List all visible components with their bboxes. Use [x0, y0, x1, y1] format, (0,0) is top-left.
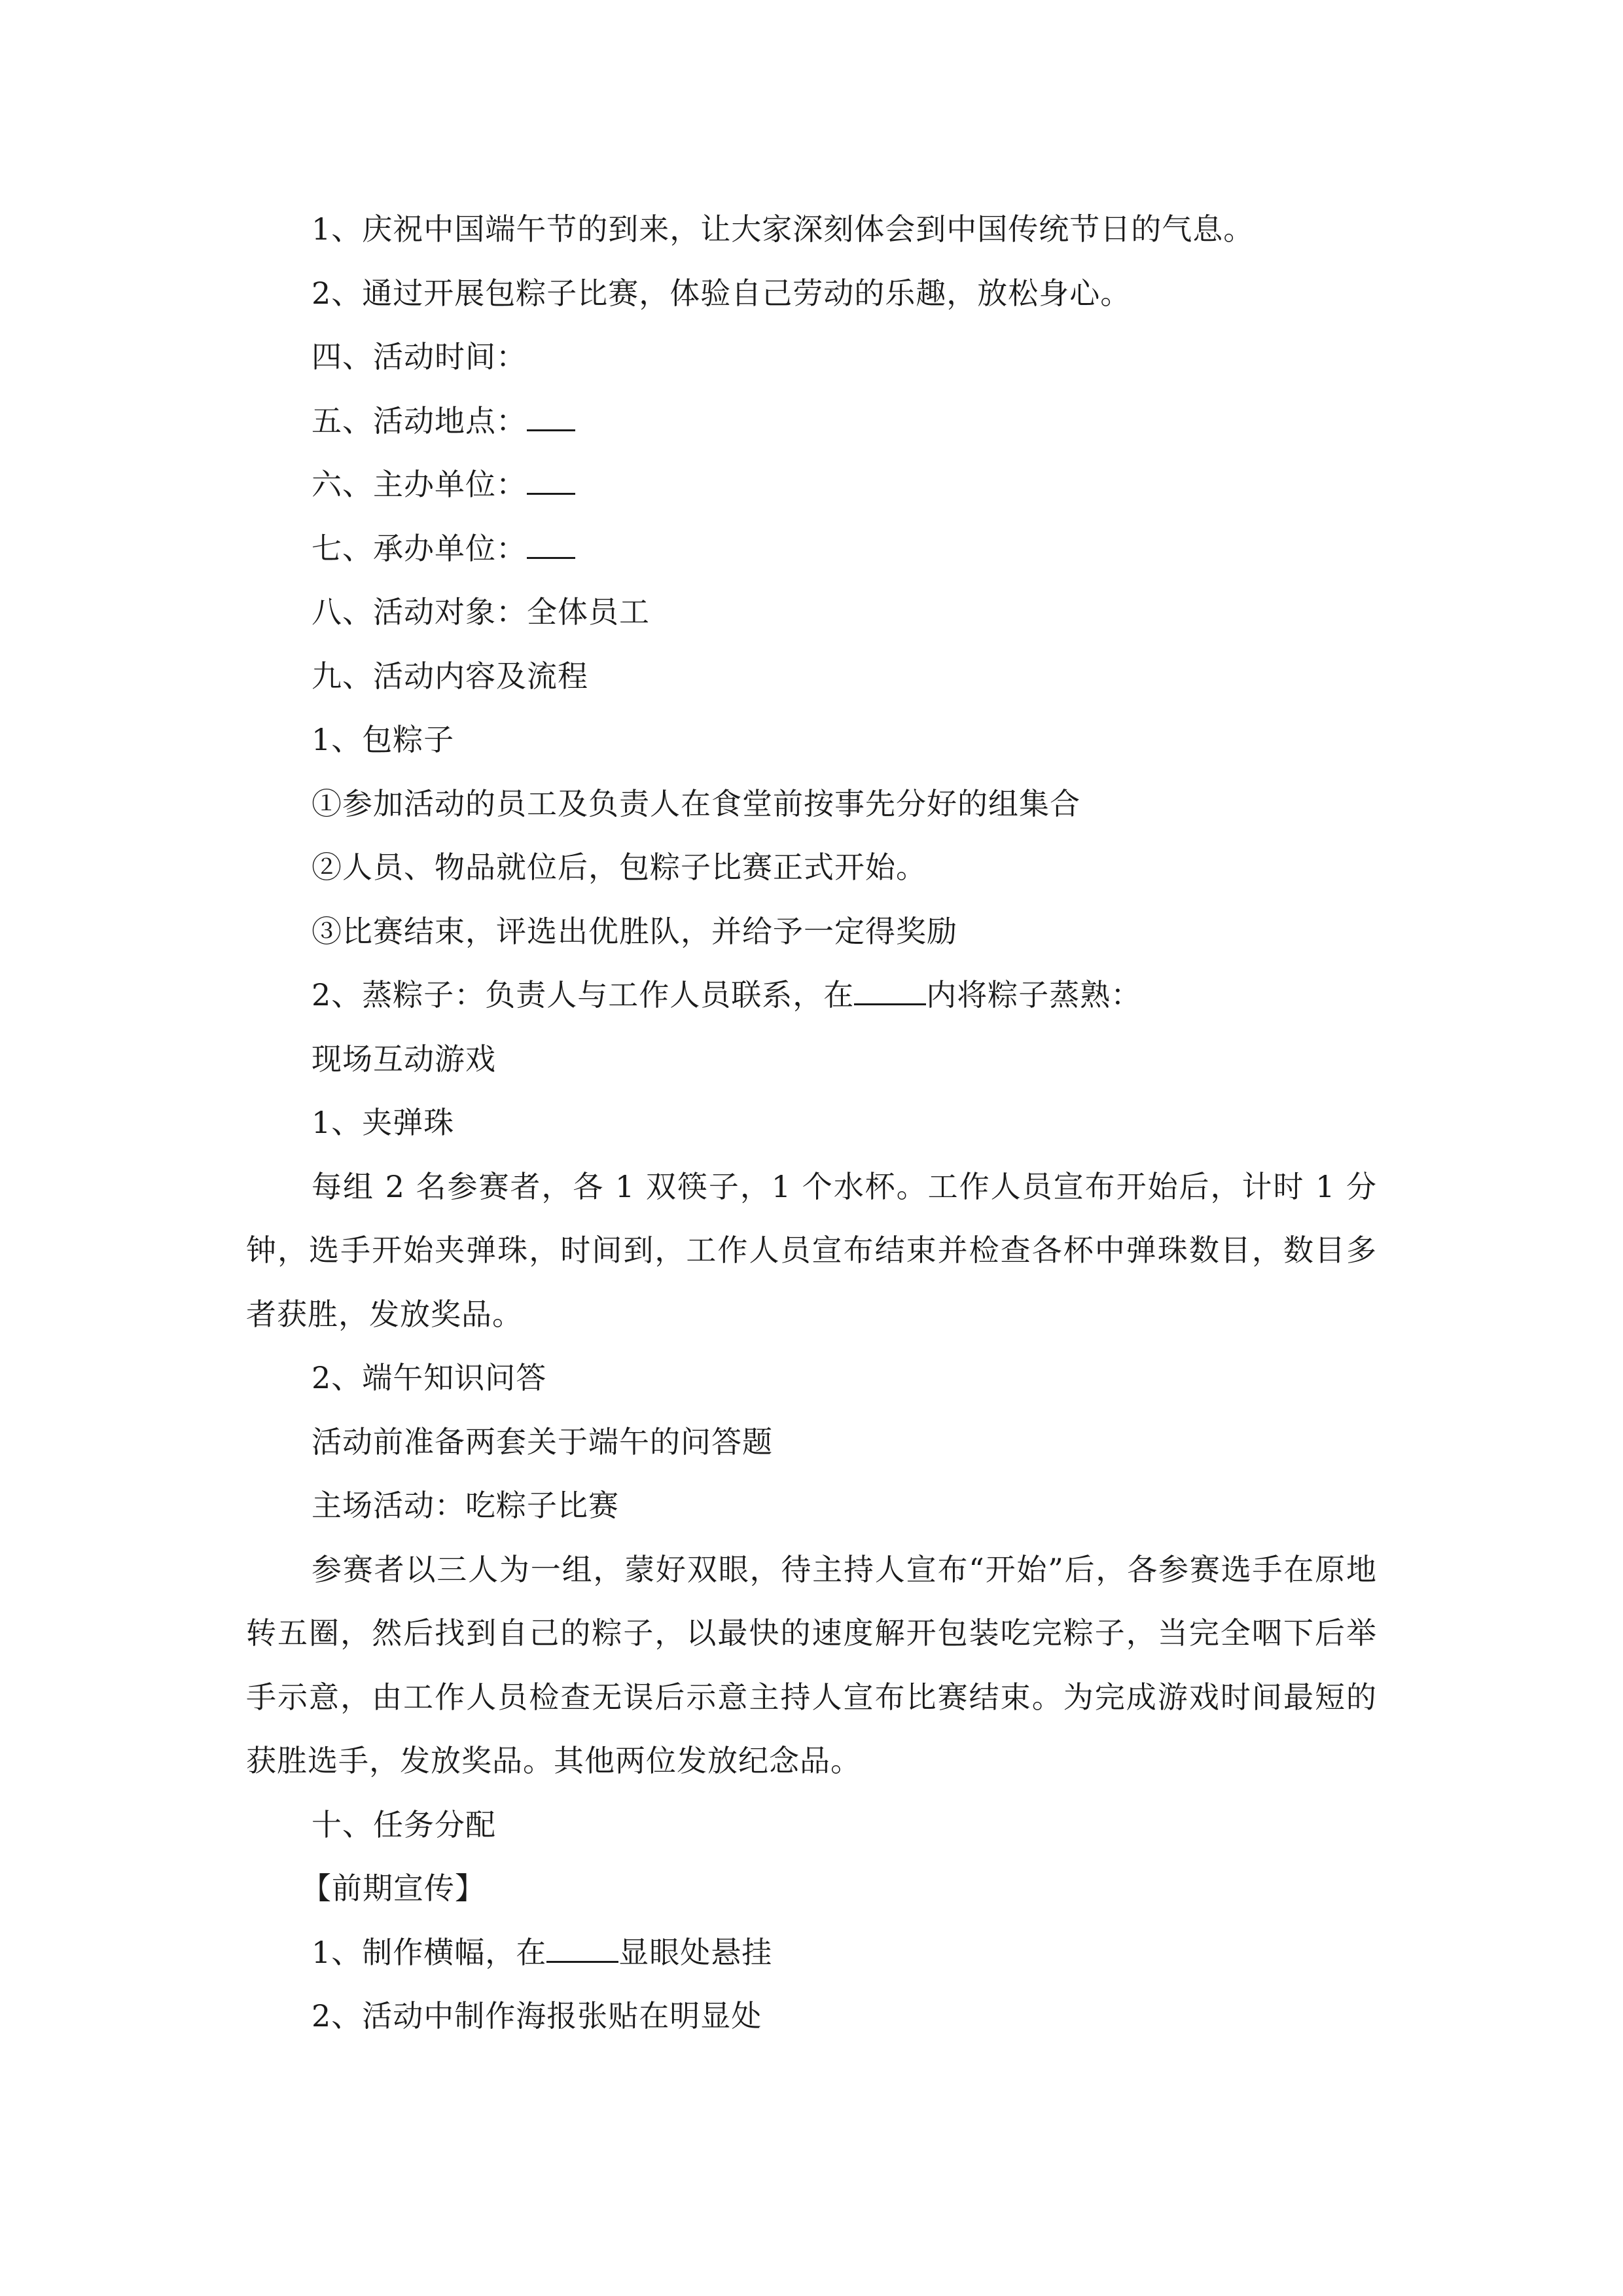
host-unit [246, 453, 1377, 517]
steaming-before: 2、蒸粽子：负责人与工作人员联系，在 [312, 977, 855, 1013]
quiz-title: 2、端午知识问答 [312, 1360, 547, 1395]
steaming-blank [854, 977, 926, 1005]
steaming-line [246, 963, 1377, 1028]
activity-location-label: 五、活动地点： [312, 403, 527, 439]
banner-blank [546, 1935, 618, 1963]
host-unit-label: 六、主办单位： [312, 467, 527, 502]
games-heading: 现场互动游戏 [312, 1041, 496, 1077]
steaming-after: 内将粽子蒸熟： [926, 977, 1142, 1013]
activity-audience: 八、活动对象：全体员工 [312, 594, 650, 630]
zongzi-step-1: ①参加活动的员工及负责人在食堂前按事先分好的组集合 [312, 785, 1080, 821]
main-event-description: 参赛者以三人为一组，蒙好双眼，待主持人宣布“开始”后，各参赛选手在原地转五圈，然后找到自己的粽子，以最快的速度解开包装吃完粽子，当完全咽下后举手示意，由工作人员检查无误后示意主持人宣布比赛结束。为完成游戏时间最短的获胜选手，发放奖品。其他两位发放纪念品。 [246, 1551, 1377, 1778]
quiz-description: 活动前准备两套关于端午的问答题 [312, 1424, 773, 1460]
document-body [246, 198, 1377, 2049]
activity-location-blank [527, 403, 575, 431]
main-event-title: 主场活动：吃粽子比赛 [312, 1488, 619, 1523]
zongzi-step-3: ③比赛结束，评选出优胜队，并给予一定得奖励 [312, 913, 957, 949]
activity-location [246, 389, 1377, 454]
tasks-heading: 十、任务分配 [312, 1806, 496, 1842]
objective-2: 2、通过开展包粽子比赛，体验自己劳动的乐趣，放松身心。 [312, 275, 1132, 311]
publicity-title: 【前期宣传】 [301, 1871, 486, 1906]
host-unit-blank [527, 467, 575, 495]
marble-game-description: 每组 2 名参赛者，各 1 双筷子，1 个水杯。工作人员宣布开始后，计时 1 分钟，选手开始夹弹珠，时间到，工作人员宣布结束并检查各杯中弹珠数目，数目多者获胜，发放奖品。 [246, 1168, 1377, 1332]
organizer-unit-label: 七、承办单位： [312, 530, 527, 566]
banner-before: 1、制作横幅，在 [312, 1934, 547, 1970]
zongzi-step-2: ②人员、物品就位后，包粽子比赛正式开始。 [312, 850, 927, 885]
objective-1: 1、庆祝中国端午节的到来，让大家深刻体会到中国传统节日的气息。 [312, 211, 1255, 247]
poster-line: 2、活动中制作海报张贴在明显处 [312, 1998, 762, 2034]
zongzi-making-title: 1、包粽子 [312, 722, 455, 757]
activity-time: 四、活动时间： [312, 339, 527, 374]
organizer-unit [246, 517, 1377, 581]
content-heading: 九、活动内容及流程 [312, 658, 588, 694]
banner-line [246, 1921, 1377, 1985]
banner-after: 显眼处悬挂 [618, 1934, 773, 1970]
organizer-unit-blank [527, 531, 575, 559]
marble-game-title: 1、夹弹珠 [312, 1105, 455, 1140]
